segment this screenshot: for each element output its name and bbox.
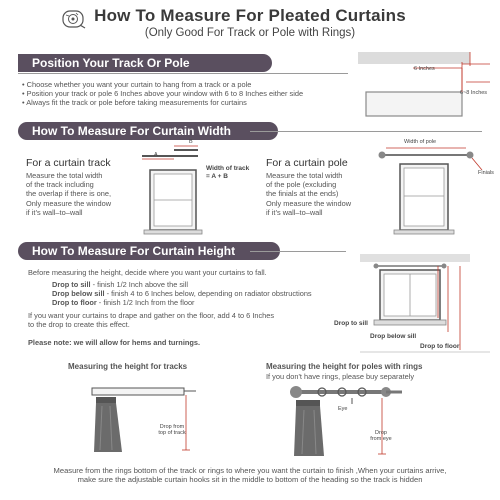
footer-note: Measure from the rings bottom of the track or rings to where you want the curtain to finish ,When your curtains arrive, make sure the adjustable curtain hooks sit in the middle to bottom of the heading so the track is hidden — [53, 466, 447, 485]
track-drop-label: Drop from top of track — [158, 424, 186, 436]
track-formula-2: = A + B — [206, 173, 228, 180]
page-title: How To Measure For Pleated Curtains — [94, 6, 406, 25]
label-drop-to-sill: Drop to sill — [334, 320, 368, 327]
track-width-diagram — [140, 140, 210, 240]
pole-text: Measure the total width of the pole (excluding the finials at the ends) Only measure the window if it’s wall–to–wall — [266, 171, 352, 217]
pole-width-diagram — [378, 140, 498, 240]
pole-height-diagram — [292, 384, 422, 460]
drop-list: Drop to sill - finish 1/2 Inch above the sill Drop below sill - finish 4 to 6 Inches below, depending on radiator obstructions Drop to floor - finish 1/2 Inch from the floor — [52, 280, 312, 308]
eye-label: Eye — [338, 406, 348, 412]
poles-heading: Measuring the height for poles with rings — [266, 362, 423, 371]
track-heading: For a curtain track — [26, 157, 111, 169]
section-position-bar: Position Your Track Or Pole — [18, 54, 272, 72]
label-width-of-pole: Width of pole — [404, 139, 437, 145]
tracks-heading: Measuring the height for tracks — [68, 362, 188, 371]
position-bullets: • Choose whether you want your curtain to hang from a track or a pole • Position your track or pole 6 Inches above your window with 6 to 8 Inches either side • Always fit the track or pole before taking measurements for curtains — [22, 80, 304, 108]
label-a: A — [154, 152, 158, 158]
poles-sub: If you don't have rings, please buy separately — [266, 372, 415, 381]
track-height-diagram — [92, 380, 202, 460]
track-formula-1: Width of track — [206, 165, 250, 172]
divider — [250, 251, 346, 252]
section-height-bar: How To Measure For Curtain Height — [18, 242, 280, 260]
floor-note: If you want your curtains to drape and gather on the floor, add 4 to 6 Inches to the drop to create this effect. — [28, 311, 275, 330]
label-6-inches: 6 Inches — [414, 66, 435, 72]
page-subtitle: (Only Good For Track or Pole with Rings) — [144, 27, 356, 39]
label-finials: Finials — [478, 170, 494, 176]
section-width-bar: How To Measure For Curtain Width — [18, 122, 278, 140]
divider — [250, 131, 482, 132]
label-6-8-inches: 6~8 Inches — [460, 90, 488, 96]
pole-heading: For a curtain pole — [266, 157, 348, 169]
position-diagram — [358, 52, 498, 116]
label-drop-to-floor: Drop to floor — [420, 343, 460, 350]
divider — [18, 73, 348, 74]
height-intro: Before measuring the height, decide where you want your curtains to fall. — [28, 268, 267, 277]
label-drop-below-sill: Drop below sill — [370, 333, 417, 340]
hems-note: Please note: we will allow for hems and turnings. — [28, 338, 201, 347]
track-text: Measure the total width of the track including the overlap if there is one, Only measure the window if it’s wall–to–wall — [26, 171, 112, 217]
pole-drop-label: Drop from eye — [370, 430, 392, 442]
label-b: B — [189, 139, 193, 145]
